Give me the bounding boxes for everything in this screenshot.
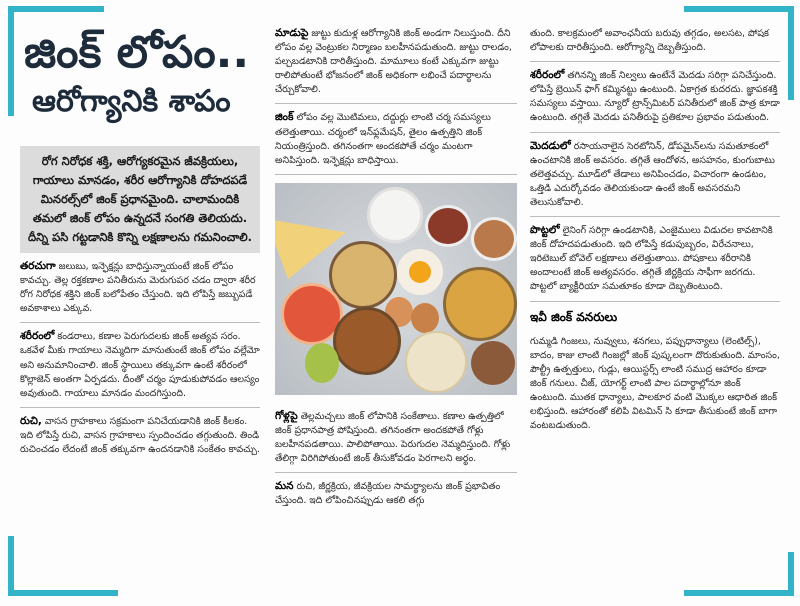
paragraph	[275, 403, 517, 473]
paragraph-text: లోపం వల్ల మొటిమలు, దద్దుర్లు లాంటి చర్మ సమస్యలు తలెత్తుతాయి. చర్మంలో ఇన్‌ఫ్లమేషన్, తైలం ఉత్పత్తిని జింక్ నియంత్రిస్తుంది. తగినంతగా అందకపోతే చర్మం మంటగా అనిపిస్తుంది. ఇన్ఫెక్షన్లు బాధిస్తాయి.	[275, 112, 491, 166]
sources-text: గుమ్మడి గింజలు, నువ్వులు, శనగలు, పప్పుధాన్యాలు (లెంటిల్స్), బాదం, కాజు లాంటి గింజల్లో జింక్ పుష్కలంగా దొరుకుతుంది. మాంసం, పౌల్ట్రీ ఉత్పత్తులు, గుడ్లు, ఆయిస్టర్స్ లాంటి సముద్ర ఆహారం కూడా జింక్ గనులు. చీజ్, యోగర్ట్ లాంటి పాల పదార్థాల్లోనూ జింక్ ఉంటుంది. ముతక ధాన్యాలు, పాలకూర వంటి మొక్కల ఆధారిత జింక్ లభిస్తుంది. ఆహారంతో కలిపి విటమిన్ సి కూడా తీసుకుంటే జింక్ బాగా వంటబడుతుంది.	[530, 335, 780, 432]
paragraph	[20, 253, 260, 323]
grapes-image	[305, 343, 339, 383]
almonds-dish-image	[471, 217, 517, 261]
paragraph-text: తగినన్ని జింక్ నిల్వలు ఉంటేనే మెదడు సరిగ్గా పనిచేస్తుంది. లోపిస్తే బ్రెయిన్ ఫాగ్ కమ్మినట్టు ఉంటుంది. ఏకాగ్రత కుదరదు. జ్ఞాపకశక్తి సమస్యలు వస్తాయి. న్యూరో ట్రాన్స్‌మిటర్ పనితీరులో జింక్ పాత్ర కూడా ఉంటుంది. తగ్గితే మెదడు పనితీరుపై ప్రతికూల ప్రభావం పడుతుంది.	[530, 70, 780, 124]
paragraph	[530, 20, 780, 62]
paragraph	[530, 62, 780, 132]
paragraph-lead: మన	[275, 480, 294, 493]
hazelnut-bowl-image	[333, 307, 401, 375]
frame-accent	[8, 6, 104, 12]
intro-box: రోగ నిరోధక శక్తి, ఆరోగ్యకరమైన జీవక్రియలు, గాయాలు మానడం, శరీర ఆరోగ్యానికి దోహదపడే మినరల్స్‌లో జింక్ ప్రధానమైంది. చాలామందికి తమలో జింక్ లోపం ఉన్నదనే సంగతి తెలియదు. దీన్ని పసి గట్టడానికి కొన్ని లక్షణాలను గమనించాలి.	[20, 146, 260, 253]
rice-cake-image	[405, 331, 467, 393]
paragraph-text: తెల్లమచ్చలు జింక్ లోపానికి సంకేతాలు. కణాల ఉత్పత్తిలో జింక్ ప్రధానపాత్ర పోషిస్తుంది. తగినంతగా అందకపోతే గోళ్లు బలహీనపడతాయి. పాలిపోతాయి. పెరుగుదల నెమ్మదిస్తుంది. గోళ్లు తేలిగ్గా విరిగిపోతుంటే జింక్ తీసుకోవడం పెరగాలని అర్థం.	[275, 410, 511, 465]
beans-bowl-image	[425, 205, 471, 247]
frame-accent	[8, 590, 118, 596]
paragraph-text: జుట్టు కుదుళ్ల ఆరోగ్యానికి జింక్ అండగా నిలుస్తుంది. దీని లోపం వల్ల వెంట్రుకల నిర్మాణం బలహీనపడుతుంది. జుట్టు రాలడం, పల్చబడటానికి దారితీస్తుంది. మామూలు కంటే ఎక్కువగా జుట్టు రాలిపోతుంటే భోజనంలో జింక్ అధికంగా లభించే పదార్థాలను చేర్చుకోవాలి.	[275, 28, 512, 96]
paragraph-lead: గోళ్లపై	[275, 409, 298, 422]
paragraph-text: రసాయనాలైన సెరటోనిన్, డోపమైన్‌లను సమతూకంలో ఉంచటానికి జింక్ అవసరం. తగ్గితే ఆందోళన, అసహనం, కుంగుబాటు తలెత్తవచ్చు. మూడ్‌లో తేడాలు అనిపించడం, విచారంగా ఉండటం, ఒత్తిడి ఎదుర్కోవడం తెలియకుండా ఉంటే జింక్ అవసరమని తెలుసుకోవాలి.	[530, 140, 775, 208]
brown-egg-image	[411, 303, 439, 333]
paragraph	[530, 133, 780, 217]
paragraph-text: జలుబు, ఇన్ఫెక్షన్లు బాధిస్తున్నాయంటే జింక్ లోపం కావచ్చు. తెల్ల రక్తకణాల పనితీరును మెరుగుపర చడం ద్వారా శరీర రోగ నిరోధక శక్తిని జింక్ బలోపేతం చేస్తుంది. ఇది లోపిస్తే జబ్బుపడే అవకాశాలు ఎక్కువ.	[20, 261, 256, 315]
paragraph-lead: జింక్	[275, 111, 294, 124]
bread-image	[471, 341, 515, 385]
column-middle	[275, 20, 517, 514]
frame-accent	[684, 590, 794, 596]
column-right	[530, 20, 780, 439]
frame-accent	[8, 6, 14, 116]
egg-yolk-image	[409, 261, 431, 283]
paragraph	[530, 217, 780, 301]
pasta-bowl-image	[443, 267, 517, 341]
paragraph-text: తుంది. కాలక్రమంలో అవాంఛనీయ బరువు తగ్గడం, అలసట, పోషక లోపాలకు దారితీస్తుంది. ఆరోగ్యాన్ని దెబ్బతీస్తుంది.	[530, 28, 769, 54]
paragraph-text: రుచి, జీర్ణక్రియ, జీవక్రియల సామర్థ్యాలను జింక్ ప్రభావితం చేస్తుంది. ఇది లోపించినప్పుడు ఆకలి తగ్గు	[275, 481, 501, 507]
sources-heading: ఇవీ జింక్ వనరులు	[530, 309, 618, 324]
frame-accent	[788, 6, 794, 100]
frame-accent	[8, 536, 14, 596]
paragraph-lead: మాడుపై	[275, 27, 309, 39]
headline-line2: ఆరోగ్యానికి శాపం	[32, 84, 231, 119]
paragraph-text: వాసన గ్రాహకాలు సక్రమంగా పనిచేయడానికి జింక్ కీలకం. ఇది లోపిస్తే రుచి, వాసన గ్రాహకాలు స్పందించడం తగ్గుతుంది. తిండి రుచించడం లేదంటే జింక్ తక్కువగా ఉందనడానికి సంకేతం కావచ్చు.	[20, 415, 260, 456]
paragraph-lead: మెదడులో	[530, 139, 571, 152]
paragraph-text: కండరాలు, కణాల పెరుగుదలకు జింక్ అత్యవ సరం. ఒకవేళ మీకు గాయాలు నెమ్మదిగా మానుతుంటే జింక్ లోపం వల్లేమో అని అనుమానించాలి. జింక్ స్థాయిలు తక్కువగా ఉంటే శరీరంలో కొల్లాజెన్ అంతగా ఏర్పడదు. దీంతో చర్మం పూడుకుపోవడం ఆలస్యం అవుతుంది. గాయాలు మానడం మందగిస్తుంది.	[20, 331, 260, 399]
paragraph-lead: తరచుగా	[20, 260, 56, 272]
frame-accent	[684, 6, 794, 12]
frame-accent	[788, 552, 794, 596]
paragraph	[20, 323, 260, 407]
paragraph-lead: శరీరంలో	[20, 330, 55, 343]
column-left	[20, 20, 260, 463]
paragraph	[275, 20, 517, 104]
headline-line1: జింక్ లోపం..	[24, 27, 250, 78]
food-photo	[275, 183, 517, 395]
paragraph-lead: శరీరంలో	[530, 69, 565, 82]
paragraph-text: లైనింగ్ సరిగ్గా ఉండటానికి, ఎంజైములు విడుదల కావటానికి జింక్ దోహదపడుతుంది. ఇది లోపిస్తే కడుపుబ్బరం, విరేచనాలు, ఇరిటెబుల్ బోవెల్ లక్షణాలు తలెత్తుతాయి. పోషకాలు శరీరానికి అందాలంటే జింక్ అత్యవసరం. తగ్గితే జీర్ణక్రియ సాఫీగా జరగదు. పొట్టలో బ్యాక్టీరియా సమతూకం కూడా దెబ్బతింటుంది.	[530, 225, 773, 293]
paragraph	[275, 473, 517, 514]
milk-glass-image	[367, 187, 423, 243]
paragraph	[275, 104, 517, 174]
column-left-paragraphs	[20, 253, 260, 463]
paragraph	[20, 408, 260, 463]
paragraph-lead: పొట్టలో	[530, 224, 560, 237]
paragraph-lead: రుచి,	[20, 414, 42, 427]
